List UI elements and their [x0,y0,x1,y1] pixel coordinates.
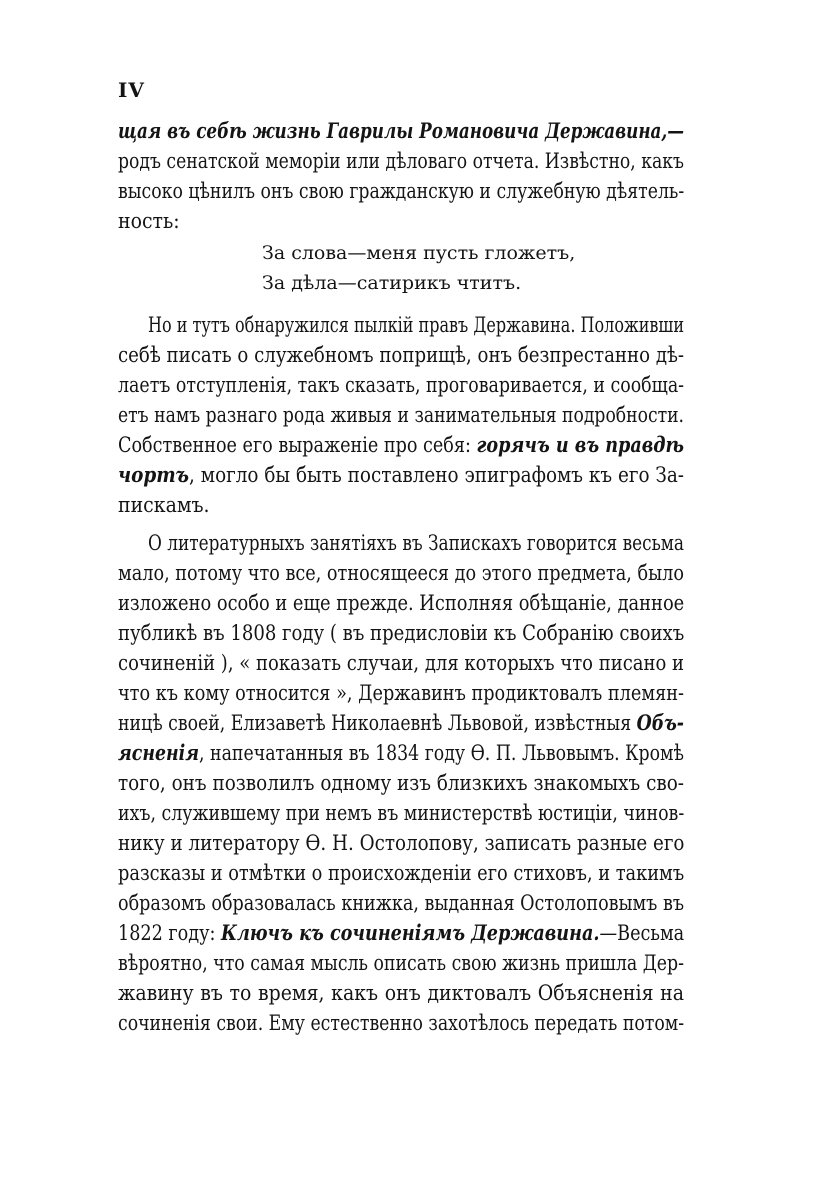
verse-line: За дѣла—сатирикъ чтитъ. [262,272,522,294]
text-italic: Объ- [636,710,684,735]
text-line: ность: [118,209,180,233]
text-line: родъ сенатской меморіи или дѣловаго отчета. Извѣстно, какъ [118,149,684,173]
text-line: разсказы и отмѣтки о происхожденіи его стиховъ, и такимъ [118,861,685,885]
verse-line: За слова—меня пусть гложетъ, [262,242,576,264]
text-line: того, онъ позволилъ одному изъ близкихъ знакомыхъ сво- [118,771,684,795]
text-italic: Ключъ къ сочиненіямъ Державина. [220,920,600,945]
text-line: образомъ образовалась книжка, выданная Остолоповымъ въ [118,891,684,915]
text-line: что къ кому относится », Державинъ продиктовалъ племян- [118,681,684,705]
text-line: вѣроятно, что самая мысль описать свою жизнь пришла Дер- [118,951,684,975]
text-line: сочиненія свои. Ему естественно захотѣлось передать потом- [118,1011,685,1035]
text-line: себѣ писать о служебномъ поприщѣ, онъ безпрестанно дѣ- [118,343,685,367]
text-segment: , напечатанныя въ 1834 году Ѳ. П. Львовымъ. Кромѣ [199,741,684,765]
text-line: ихъ, служившему при немъ въ министерствѣ юстиціи, чинов- [118,801,685,825]
text-line [118,460,684,490]
text-line [118,918,684,948]
text-line: мало, потому что все, относящееся до этого предмета, было [118,561,684,585]
text-segment: , могло бы быть поставлено эпиграфомъ къ его За- [189,463,685,487]
text-line: публикѣ въ 1808 году ( въ предисловіи къ Собранію своихъ [118,621,685,645]
text-line: етъ намъ разнаго рода живыя и занимательныя подробности. [118,403,684,427]
text-line: О литературныхъ занятіяхъ въ Запискахъ говорится весьма [148,531,684,555]
text-line [118,116,684,146]
text-italic: щая въ себѣ жизнь Гаврилы Романовича Державина,— [118,118,684,143]
text-italic: чортъ [118,462,190,487]
text-italic: ясненія [118,740,200,765]
text-line: сочиненій ), « показать случаи, для которыхъ что писано и [118,651,684,675]
text-segment: ницѣ своей, Елизаветѣ Николаевнѣ Львовой, извѣстныя [118,711,637,735]
page-number: IV [118,78,145,102]
text-line [118,708,684,738]
text-segment: 1822 году: [118,921,221,945]
text-line: Но и тутъ обнаружился пылкій правъ Державина. Положивши [148,313,684,337]
text-line: пискамъ. [118,493,210,517]
text-line: жавину въ то время, какъ онъ диктовалъ Объясненія на [118,981,684,1005]
text-line: нику и литератору Ѳ. Н. Остолопову, записать разные его [118,831,685,855]
text-segment: —Весьма [599,921,685,945]
text-line [118,738,684,768]
text-line [118,430,684,460]
text-line: изложено особо и еще прежде. Исполняя обѣщаніе, данное [118,591,685,615]
text-segment: Собственное его выраженіе про себя: [118,433,477,457]
text-italic: горячъ и въ правдѣ [476,432,684,457]
text-line: высоко цѣнилъ онъ свою гражданскую и служебную дѣятель- [118,179,685,203]
text-line: лаетъ отступленія, такъ сказать, проговаривается, и сообща- [118,373,685,397]
